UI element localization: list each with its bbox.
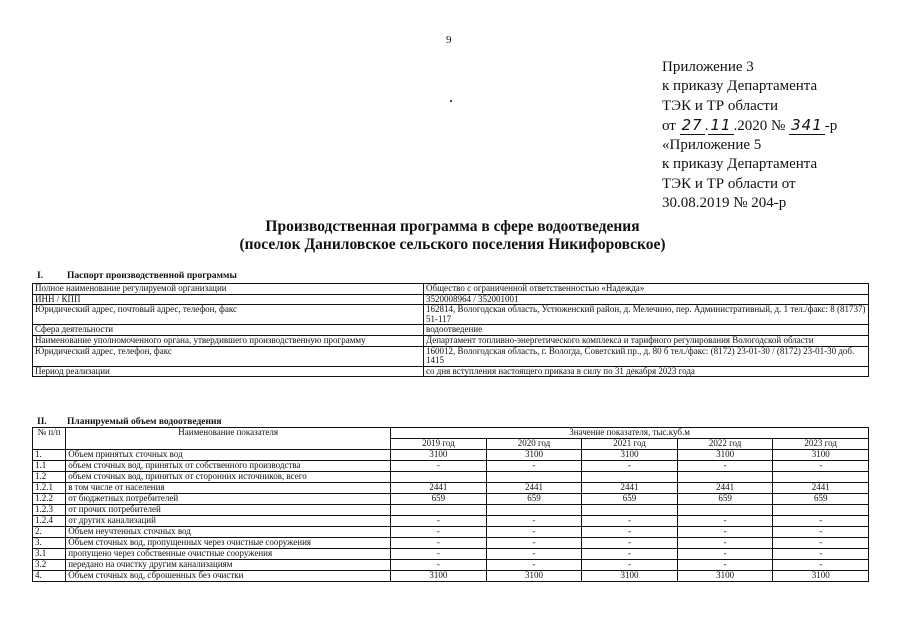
passport-row — [33, 346, 869, 366]
row-value: 2441 — [677, 483, 773, 494]
row-value: 2441 — [486, 483, 582, 494]
appendix-date-line: от 27 . 11 .2020 № 341 -р — [662, 115, 838, 134]
row-number: 1.2.3 — [33, 505, 66, 516]
row-value: - — [677, 527, 773, 538]
row-value: 3100 — [391, 571, 487, 582]
row-value: - — [773, 527, 869, 538]
row-value: - — [582, 538, 678, 549]
volume-row — [33, 450, 869, 461]
appendix-line: «Приложение 5 — [662, 137, 762, 154]
row-value — [677, 505, 773, 516]
passport-value: 160012, Вологодская область, г. Вологда, Советский пр., д. 80 б тел./факс: (8172) 23-01-30 / (8172) 23-01-30 доб. 1415 — [424, 346, 869, 366]
passport-value: 3520008964 / 352001001 — [424, 294, 869, 305]
passport-row — [33, 284, 869, 295]
handwritten-month: 11 — [710, 115, 732, 134]
row-number: 1.2 — [33, 472, 66, 483]
row-number: 1.2.2 — [33, 494, 66, 505]
section-2-title: Планируемый объем водоотведения — [67, 417, 222, 427]
row-value: 659 — [486, 494, 582, 505]
appendix-line: к приказу Департамента — [662, 156, 818, 173]
row-value — [391, 472, 487, 483]
row-value: 3100 — [486, 571, 582, 582]
row-value: - — [677, 516, 773, 527]
col-group-header: Значение показателя, тыс.куб.м — [391, 428, 869, 439]
row-value: - — [486, 516, 582, 527]
row-value: - — [486, 461, 582, 472]
row-name: Объем сточных вод, сброшенных без очистки — [66, 571, 391, 582]
row-value: 2441 — [582, 483, 678, 494]
volume-row — [33, 483, 869, 494]
row-value: 2441 — [391, 483, 487, 494]
row-value: - — [677, 461, 773, 472]
row-value: 3100 — [773, 571, 869, 582]
row-number: 1.2.4 — [33, 516, 66, 527]
row-value: - — [486, 560, 582, 571]
row-value: - — [582, 516, 678, 527]
row-value: 659 — [391, 494, 487, 505]
passport-value: водоотведение — [424, 325, 869, 336]
col-name-header: Наименование показателя — [66, 428, 391, 450]
row-number: 1.1 — [33, 461, 66, 472]
appendix-line: ТЭК и ТР области — [662, 97, 778, 114]
passport-value: со дня вступления настоящего приказа в силу по 31 декабря 2023 года — [424, 366, 869, 377]
volume-row — [33, 527, 869, 538]
row-value: 3100 — [582, 450, 678, 461]
row-value: - — [582, 461, 678, 472]
passport-key: Полное наименование регулируемой организации — [33, 284, 424, 295]
row-value: - — [391, 461, 487, 472]
appendix-line: ТЭК и ТР области от — [662, 175, 796, 192]
row-value: 3100 — [391, 450, 487, 461]
row-value: - — [582, 560, 678, 571]
passport-row — [33, 305, 869, 325]
row-name: Объем неучтенных сточных вод — [66, 527, 391, 538]
row-name: Объем сточных вод, пропущенных через очистные сооружения — [66, 538, 391, 549]
appendix-date-prefix: от — [662, 117, 676, 134]
year-header: 2022 год — [677, 439, 773, 450]
row-value: 659 — [773, 494, 869, 505]
row-value: - — [773, 560, 869, 571]
row-value: 3100 — [677, 571, 773, 582]
row-value: - — [773, 516, 869, 527]
row-value — [486, 505, 582, 516]
year-header: 2020 год — [486, 439, 582, 450]
volume-row — [33, 560, 869, 571]
row-value — [391, 505, 487, 516]
passport-key: ИНН / КПП — [33, 294, 424, 305]
row-value: 659 — [677, 494, 773, 505]
row-value: - — [391, 538, 487, 549]
scan-dot — [450, 100, 452, 102]
row-value — [486, 472, 582, 483]
row-value: - — [582, 549, 678, 560]
year-header: 2023 год — [773, 439, 869, 450]
row-value: - — [486, 549, 582, 560]
title-line-2: (поселок Даниловское сельского поселения Никифоровское) — [239, 236, 666, 253]
passport-value: Департамент топливно-энергетического комплекса и тарифного регулирования Вологодской области — [424, 335, 869, 346]
row-number: 2. — [33, 527, 66, 538]
row-value — [773, 472, 869, 483]
row-number: 1. — [33, 450, 66, 461]
row-name: от бюджетных потребителей — [66, 494, 391, 505]
row-value — [677, 472, 773, 483]
handwritten-day: 27 — [681, 115, 703, 134]
row-value — [582, 505, 678, 516]
volume-row — [33, 461, 869, 472]
section-1-heading — [37, 271, 237, 281]
volume-row — [33, 571, 869, 582]
appendix-year: .2020 № — [733, 117, 786, 134]
row-number: 1.2.1 — [33, 483, 66, 494]
section-1-number: I. — [37, 271, 44, 281]
row-value — [582, 472, 678, 483]
volume-row — [33, 549, 869, 560]
volume-row — [33, 516, 869, 527]
passport-key: Юридический адрес, телефон, факс — [33, 346, 424, 366]
volume-row — [33, 538, 869, 549]
section-2-heading — [37, 417, 222, 427]
row-number: 3. — [33, 538, 66, 549]
passport-row — [33, 335, 869, 346]
passport-value: Общество с ограниченной ответственностью «Надежда» — [424, 284, 869, 295]
row-name: от других канализаций — [66, 516, 391, 527]
row-value: - — [773, 549, 869, 560]
appendix-suffix: -р — [824, 117, 838, 134]
row-number: 3.1 — [33, 549, 66, 560]
row-value: 2441 — [773, 483, 869, 494]
appendix-line: 30.08.2019 № 204-р — [662, 195, 787, 212]
row-value: 3100 — [486, 450, 582, 461]
handwritten-number: 341 — [791, 115, 823, 134]
volume-row — [33, 472, 869, 483]
row-value: - — [677, 538, 773, 549]
passport-row — [33, 294, 869, 305]
volume-table — [32, 427, 869, 582]
document-title — [0, 218, 905, 254]
row-value: 3100 — [582, 571, 678, 582]
row-number: 4. — [33, 571, 66, 582]
passport-row — [33, 366, 869, 377]
year-header: 2019 год — [391, 439, 487, 450]
row-name: Объем принятых сточных вод — [66, 450, 391, 461]
row-name: пропущено через собственные очистные сооружения — [66, 549, 391, 560]
row-value: 3100 — [677, 450, 773, 461]
passport-key: Период реализации — [33, 366, 424, 377]
year-header: 2021 год — [582, 439, 678, 450]
row-value: - — [773, 461, 869, 472]
row-name: объем сточных вод, принятых от сторонних источников, всего — [66, 472, 391, 483]
row-value — [773, 505, 869, 516]
row-value: - — [486, 538, 582, 549]
passport-key: Наименование уполномоченного органа, утвердившего производственную программу — [33, 335, 424, 346]
row-value: - — [391, 549, 487, 560]
col-number-header: № п/п — [33, 428, 66, 450]
row-name: объем сточных вод, принятых от собственного производства — [66, 461, 391, 472]
row-value: - — [582, 527, 678, 538]
row-name: в том числе от населения — [66, 483, 391, 494]
passport-table — [32, 283, 869, 377]
passport-row — [33, 325, 869, 336]
row-value: - — [486, 527, 582, 538]
section-2-number: II. — [37, 417, 47, 427]
row-value: 659 — [582, 494, 678, 505]
row-name: от прочих потребителей — [66, 505, 391, 516]
row-value: - — [773, 538, 869, 549]
appendix-line: к приказу Департамента — [662, 78, 818, 95]
appendix-line: Приложение 3 — [662, 59, 754, 75]
page-number: 9 — [446, 34, 452, 46]
passport-key: Сфера деятельности — [33, 325, 424, 336]
passport-value: 162814, Вологодская область, Устюженский район, д. Мелечино, пер. Административный, д. 1 тел./факс: 8 (81737) 51-117 — [424, 305, 869, 325]
title-line-1: Производственная программа в сфере водоотведения — [265, 218, 640, 235]
appendix-block — [662, 58, 837, 213]
volume-row — [33, 494, 869, 505]
section-1-title: Паспорт производственной программы — [67, 271, 237, 281]
row-value: - — [391, 527, 487, 538]
row-value: - — [677, 560, 773, 571]
row-value: - — [391, 560, 487, 571]
row-number: 3.2 — [33, 560, 66, 571]
volume-row — [33, 505, 869, 516]
row-name: передано на очистку другим канализациям — [66, 560, 391, 571]
row-value: - — [677, 549, 773, 560]
row-value: 3100 — [773, 450, 869, 461]
row-value: - — [391, 516, 487, 527]
passport-key: Юридический адрес, почтовый адрес, телефон, факс — [33, 305, 424, 325]
